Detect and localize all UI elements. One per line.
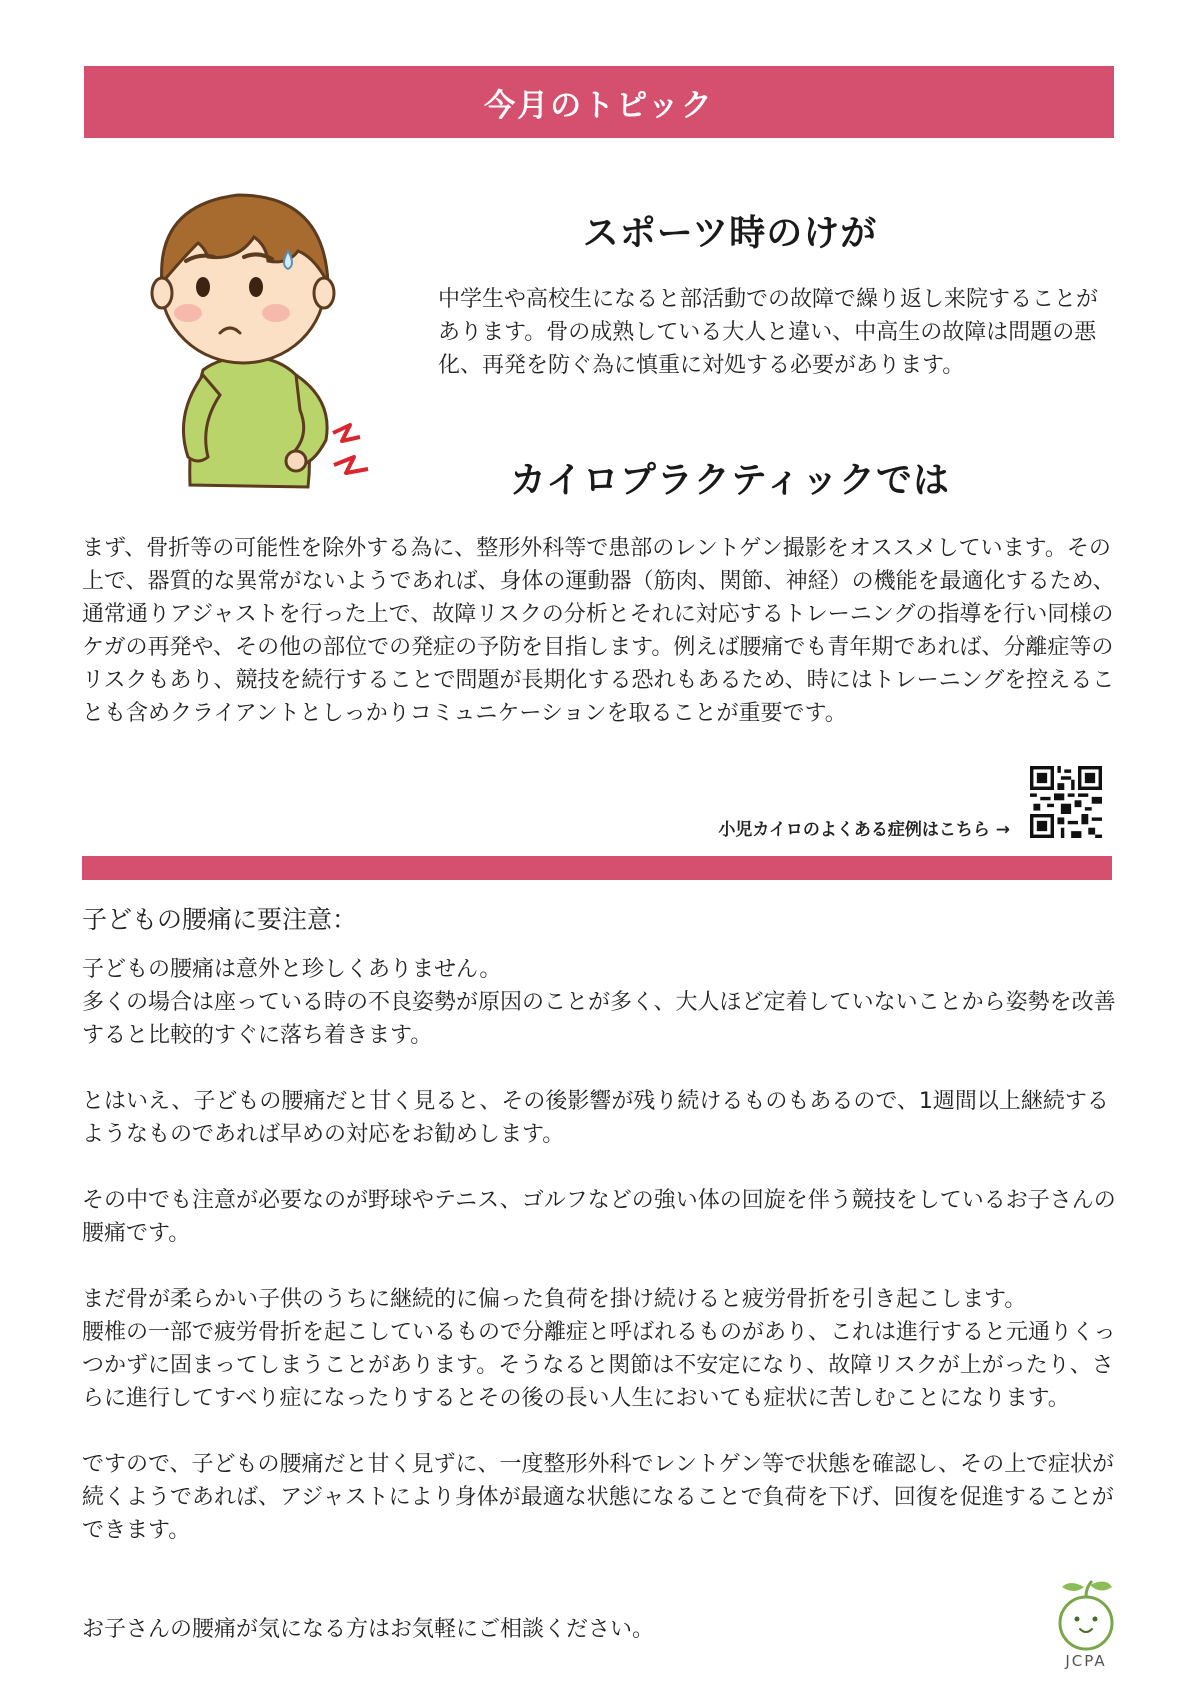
article-paragraph-5: ですので、子どもの腰痛だと甘く見ずに、一度整形外科でレントゲン等で状態を確認し、その上で症状が続くようであれば、アジャストにより身体が最適な状態になることで負荷を下げ、回復を促進することができます。 xyxy=(82,1452,1115,1543)
boy-cheek-right xyxy=(262,304,290,322)
logo-text: JCPA xyxy=(1065,1652,1107,1670)
back-pain-heading: 子どもの腰痛に要注意： xyxy=(82,905,358,934)
sports-injury-intro: 中学生や高校生になると部活動での故障で繰り返し来院することがあります。骨の成熟している大人と違い、中高生の故障は問題の悪化、再発を防ぐ為に慎重に対処する必要があります。 xyxy=(438,287,1099,378)
sports-injury-title: スポーツ時のけが xyxy=(582,213,878,254)
banner-title: 今月のトピック xyxy=(484,87,714,124)
article-paragraph-2: とはいえ、子どもの腰痛だと甘く見ると、その後影響が残り続けるものもあるので、1週間以上継続するようなものであれば早めの対応をお勧めします。 xyxy=(82,1089,1109,1147)
article-paragraph-1: 子どもの腰痛は意外と珍しくありません。 多くの場合は座っている時の不良姿勢が原因のことが多く、大人ほど定着していないことから姿勢を改善すると比較的すぐに落ち着きます。 xyxy=(82,957,1116,1048)
boy-eye-right xyxy=(249,277,263,297)
boy-ear-right xyxy=(314,278,334,308)
boy-back-pain-illustration xyxy=(128,165,428,525)
chiropractic-body: まず、骨折等の可能性を除外する為に、整形外科等で患部のレントゲン撮影をオススメしています。その上で、器質的な異常がないようであれば、身体の運動器（筋肉、関節、神経）の機能を最適化するため、通常通りアジャストを行った上で、故障リスクの分析とそれに対応するトレーニングの指導を行い同様のケガの再発や、その他の部位での発症の予防を目指します。例えば腰痛でも青年期であれば、分離症等のリスクもあり、競技を続行することで問題が長期化する恐れもあるため、時にはトレーニングを控えることも含めクライアントとしっかりコミュニケーションを取ることが重要です。 xyxy=(82,536,1115,726)
article-paragraph-3: その中でも注意が必要なのが野球やテニス、ゴルフなどの強い体の回旋を伴う競技をしているお子さんの腰痛です。 xyxy=(82,1188,1116,1246)
chiropractic-title: カイロプラクティックでは xyxy=(509,460,951,501)
topic-banner xyxy=(84,66,1114,138)
boy-cheek-left xyxy=(174,304,202,322)
pain-mark-icon xyxy=(334,457,368,473)
article-paragraph-6: お子さんの腰痛が気になる方はお気軽にご相談ください。 xyxy=(82,1617,655,1642)
pain-mark-icon xyxy=(333,425,360,441)
article-paragraph-4: まだ骨が柔らかい子供のうちに継続的に偏った負荷を掛け続けると疲労骨折を引き起こします。 腰椎の一部で疲労骨折を起こしているもので分離症と呼ばれるものがあり、これは進行すると元通りくっつかずに固まってしまうことがあります。そうなると関節は不安定になり、故障リスクが上がったり、さらに進行してすべり症になったりするとその後の長い人生においても症状に苦しむことになります。 xyxy=(82,1287,1116,1411)
section-divider xyxy=(82,856,1112,880)
boy-eye-left xyxy=(196,277,210,297)
qr-caption-link[interactable]: 小児カイロのよくある症例はこちら → xyxy=(718,820,1010,840)
boy-hand-right xyxy=(286,451,306,471)
qr-code-icon[interactable] xyxy=(1030,766,1102,838)
boy-ear-left xyxy=(152,278,172,308)
